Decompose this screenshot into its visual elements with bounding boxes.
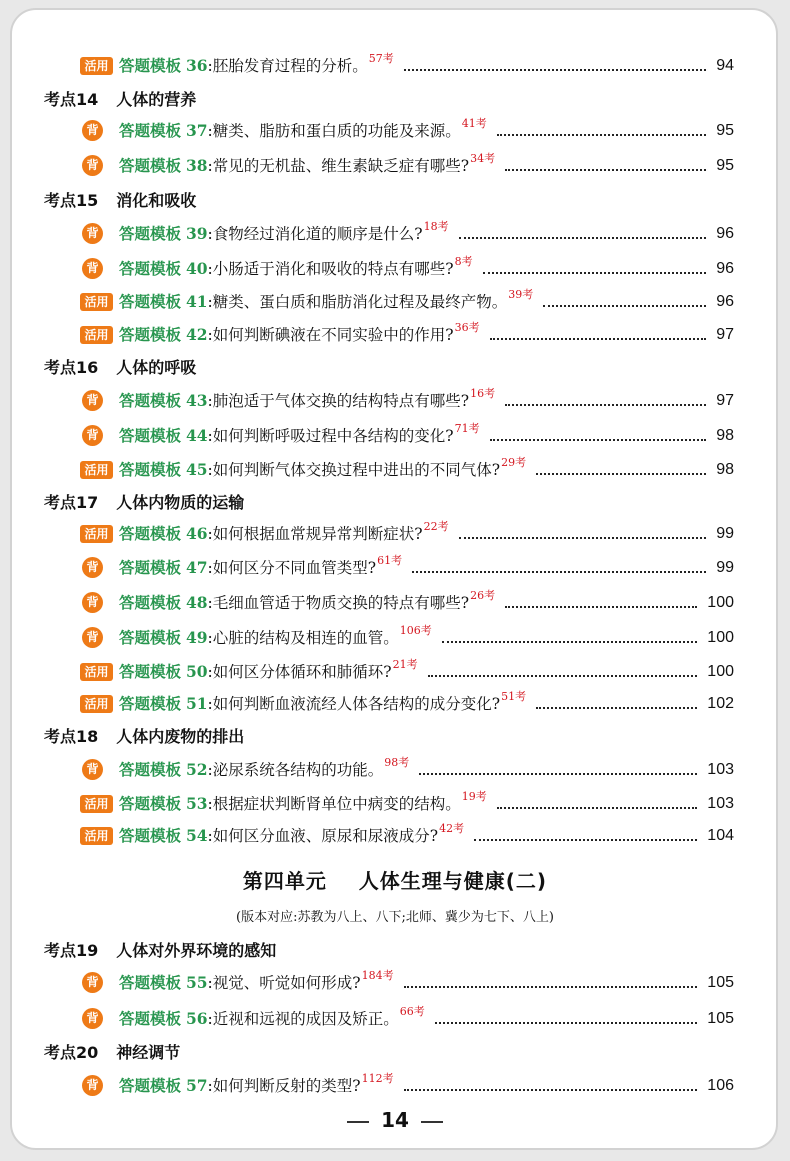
page-ref: 100	[707, 629, 734, 646]
template-label: 答题模板	[119, 795, 182, 813]
entry-title: 胚胎发育过程的分析。	[212, 57, 368, 75]
entry-title: 如何判断反射的类型?	[212, 1077, 361, 1095]
entry-text-group	[119, 53, 394, 79]
template-label: 答题模板	[119, 1077, 182, 1095]
exam-count-value: 39	[508, 288, 523, 301]
entry-text-group	[119, 659, 418, 685]
unit-title: 第四单元 人体生理与健康(二)	[242, 869, 548, 893]
dot-leader	[543, 305, 706, 307]
template-colon: :	[207, 57, 213, 75]
template-number: 53	[185, 794, 208, 813]
exam-count	[470, 387, 495, 400]
template-number: 45	[185, 460, 208, 479]
template-colon: :	[207, 122, 213, 140]
template-number: 40	[185, 259, 208, 278]
template-colon: :	[207, 663, 213, 681]
entry-text-group	[119, 757, 409, 783]
section-title: 消化和吸收	[116, 191, 197, 210]
dot-leader	[404, 69, 706, 71]
bei-badge: 背	[82, 1075, 103, 1096]
entry-title: 视觉、听觉如何形成?	[212, 974, 361, 992]
template-number: 39	[185, 224, 208, 243]
template-colon: :	[207, 695, 213, 713]
toc-entry[interactable]	[0, 970, 790, 998]
exam-count-value: 71	[454, 422, 469, 435]
template-colon: :	[207, 594, 213, 612]
section-heading	[44, 355, 196, 381]
huoyong-badge: 活用	[80, 326, 113, 344]
dot-leader	[497, 134, 706, 136]
exam-count	[455, 422, 480, 435]
exam-suffix: 考	[484, 387, 496, 400]
entry-title: 泌尿系统各结构的功能。	[212, 761, 384, 779]
section-label: 考点20	[44, 1043, 99, 1062]
template-colon: :	[207, 260, 213, 278]
template-label: 答题模板	[119, 427, 182, 445]
page-ref: 105	[707, 974, 734, 991]
exam-suffix: 考	[522, 288, 534, 301]
template-number: 46	[185, 524, 208, 543]
bei-badge: 背	[82, 425, 103, 446]
page-ref: 100	[707, 594, 734, 611]
exam-count	[462, 790, 487, 803]
exam-suffix: 考	[413, 1005, 425, 1018]
exam-suffix: 考	[484, 589, 496, 602]
template-number: 37	[185, 121, 208, 140]
exam-count	[455, 321, 480, 334]
exam-suffix: 考	[461, 255, 473, 268]
exam-suffix: 考	[391, 554, 403, 567]
page-ref: 98	[716, 427, 734, 444]
page-ref: 96	[716, 225, 734, 242]
bei-badge: 背	[82, 390, 103, 411]
entry-text-group	[119, 625, 432, 651]
bei-badge: 背	[82, 1008, 103, 1029]
page-ref: 97	[716, 392, 734, 409]
dot-leader	[536, 707, 697, 709]
template-number: 42	[185, 325, 208, 344]
template-colon: :	[207, 827, 213, 845]
dot-leader	[536, 473, 706, 475]
exam-count-value: 16	[470, 387, 485, 400]
bei-badge: 背	[82, 120, 103, 141]
entry-text-group	[119, 322, 480, 348]
exam-count-value: 19	[461, 790, 476, 803]
dot-leader	[412, 571, 706, 573]
toc-entry[interactable]	[0, 322, 790, 350]
template-label: 答题模板	[119, 1010, 182, 1028]
entry-title: 小肠适于消化和吸收的特点有哪些?	[212, 260, 454, 278]
template-label: 答题模板	[119, 559, 182, 577]
template-colon: :	[207, 392, 213, 410]
entry-title: 近视和远视的成因及矫正。	[212, 1010, 399, 1028]
exam-suffix: 考	[468, 321, 480, 334]
exam-suffix: 考	[475, 117, 487, 130]
toc-entry[interactable]	[0, 256, 790, 284]
template-number: 48	[185, 593, 208, 612]
template-colon: :	[207, 326, 213, 344]
huoyong-badge: 活用	[80, 293, 113, 311]
dot-leader	[505, 606, 697, 608]
page-ref: 95	[716, 157, 734, 174]
template-label: 答题模板	[119, 57, 182, 75]
exam-suffix: 考	[475, 790, 487, 803]
huoyong-badge: 活用	[80, 57, 113, 75]
entry-text-group	[119, 289, 533, 315]
exam-suffix: 考	[453, 822, 465, 835]
entry-text-group	[119, 691, 526, 717]
exam-count	[501, 456, 526, 469]
section-title: 人体内物质的运输	[116, 493, 245, 512]
toc-entry[interactable]	[0, 625, 790, 653]
toc-entry[interactable]	[0, 590, 790, 618]
exam-count	[424, 220, 449, 233]
template-number: 57	[185, 1076, 208, 1095]
toc-entry[interactable]	[0, 823, 790, 851]
toc-entry[interactable]	[0, 1073, 790, 1101]
template-number: 51	[185, 694, 208, 713]
toc-entry[interactable]	[0, 555, 790, 583]
exam-count	[424, 520, 449, 533]
page-ref: 104	[707, 827, 734, 844]
template-label: 答题模板	[119, 260, 182, 278]
exam-count	[400, 624, 432, 637]
exam-suffix: 考	[437, 220, 449, 233]
huoyong-badge: 活用	[80, 695, 113, 713]
template-colon: :	[207, 974, 213, 992]
template-number: 44	[185, 426, 208, 445]
bei-badge: 背	[82, 155, 103, 176]
entry-text-group	[119, 590, 495, 616]
exam-suffix: 考	[406, 658, 418, 671]
bei-badge: 背	[82, 258, 103, 279]
template-colon: :	[207, 761, 213, 779]
section-label: 考点15	[44, 191, 99, 210]
exam-count	[439, 822, 464, 835]
bei-badge: 背	[82, 592, 103, 613]
page-ref: 95	[716, 122, 734, 139]
entry-title: 毛细血管适于物质交换的特点有哪些?	[212, 594, 470, 612]
toc-entry[interactable]	[0, 118, 790, 146]
exam-count-value: 57	[368, 52, 383, 65]
toc-entry[interactable]	[0, 289, 790, 317]
exam-count	[508, 288, 533, 301]
exam-suffix: 考	[382, 1072, 394, 1085]
entry-title: 如何区分不同血管类型?	[212, 559, 377, 577]
template-label: 答题模板	[119, 761, 182, 779]
page-ref: 106	[707, 1077, 734, 1094]
dot-leader	[459, 537, 706, 539]
exam-count	[501, 690, 526, 703]
entry-text-group	[119, 521, 449, 547]
dot-leader	[435, 1022, 697, 1024]
entry-text-group	[119, 221, 449, 247]
toc-entry[interactable]	[0, 791, 790, 819]
toc-entry[interactable]	[0, 757, 790, 785]
toc-entry[interactable]	[0, 221, 790, 249]
entry-title: 如何判断血液流经人体各结构的成分变化?	[212, 695, 501, 713]
entry-text-group	[119, 791, 487, 817]
exam-count-value: 22	[423, 520, 438, 533]
bei-badge: 背	[82, 972, 103, 993]
toc-entry[interactable]	[0, 659, 790, 687]
section-title: 人体对外界环境的感知	[116, 941, 277, 960]
exam-count	[362, 1072, 394, 1085]
template-label: 答题模板	[119, 827, 182, 845]
exam-count	[470, 152, 495, 165]
entry-text-group	[119, 256, 473, 282]
template-colon: :	[207, 293, 213, 311]
template-number: 54	[185, 826, 208, 845]
page-number: 14	[381, 1108, 409, 1132]
page-ref: 100	[707, 663, 734, 680]
entry-title: 肺泡适于气体交换的结构特点有哪些?	[212, 392, 470, 410]
entry-title: 常见的无机盐、维生素缺乏症有哪些?	[212, 157, 470, 175]
exam-count-value: 26	[470, 589, 485, 602]
dot-leader	[459, 237, 706, 239]
section-label: 考点18	[44, 727, 99, 746]
page-ref: 97	[716, 326, 734, 343]
entry-title: 如何区分血液、原尿和尿液成分?	[212, 827, 439, 845]
exam-suffix: 考	[382, 52, 394, 65]
footer-dash-left	[347, 1121, 369, 1123]
template-colon: :	[207, 559, 213, 577]
exam-count-value: 112	[361, 1072, 383, 1085]
page-ref: 96	[716, 260, 734, 277]
exam-count	[462, 117, 487, 130]
template-label: 答题模板	[119, 461, 182, 479]
huoyong-badge: 活用	[80, 827, 113, 845]
exam-count-value: 98	[384, 756, 399, 769]
dot-leader	[505, 404, 706, 406]
entry-text-group	[119, 118, 487, 144]
section-heading	[44, 724, 244, 750]
huoyong-badge: 活用	[80, 795, 113, 813]
template-label: 答题模板	[119, 594, 182, 612]
template-number: 49	[185, 628, 208, 647]
section-title: 人体的呼吸	[116, 358, 197, 377]
entry-title: 如何判断气体交换过程中进出的不同气体?	[212, 461, 501, 479]
template-number: 56	[185, 1009, 208, 1028]
template-colon: :	[207, 795, 213, 813]
toc-entry[interactable]	[0, 53, 790, 81]
template-label: 答题模板	[119, 695, 182, 713]
entry-title: 如何根据血常规异常判断症状?	[212, 525, 423, 543]
section-label: 考点16	[44, 358, 99, 377]
dot-leader	[497, 807, 697, 809]
entry-text-group	[119, 1073, 394, 1099]
dot-leader	[483, 272, 706, 274]
exam-suffix: 考	[437, 520, 449, 533]
template-colon: :	[207, 629, 213, 647]
template-number: 41	[185, 292, 208, 311]
entry-text-group	[119, 823, 464, 849]
toc-entry[interactable]	[0, 153, 790, 181]
template-number: 50	[185, 662, 208, 681]
page-ref: 105	[707, 1010, 734, 1027]
exam-suffix: 考	[398, 756, 410, 769]
toc-entry[interactable]	[0, 388, 790, 416]
entry-title: 糖类、脂肪和蛋白质的功能及来源。	[212, 122, 461, 140]
bei-badge: 背	[82, 759, 103, 780]
exam-count-value: 36	[454, 321, 469, 334]
dot-leader	[404, 986, 697, 988]
template-number: 52	[185, 760, 208, 779]
huoyong-badge: 活用	[80, 525, 113, 543]
toc-entry[interactable]	[0, 423, 790, 451]
dot-leader	[490, 338, 706, 340]
section-title: 人体内废物的排出	[116, 727, 245, 746]
toc-entry[interactable]	[0, 521, 790, 549]
section-label: 考点14	[44, 90, 99, 109]
section-heading	[44, 490, 244, 516]
page-ref: 103	[707, 795, 734, 812]
toc-entry[interactable]	[0, 1006, 790, 1034]
page-ref: 96	[716, 293, 734, 310]
template-number: 38	[185, 156, 208, 175]
bei-badge: 背	[82, 627, 103, 648]
entry-text-group	[119, 153, 495, 179]
exam-count	[369, 52, 394, 65]
template-label: 答题模板	[119, 225, 182, 243]
exam-count-value: 18	[423, 220, 438, 233]
exam-count-value: 106	[399, 624, 421, 637]
template-number: 55	[185, 973, 208, 992]
template-number: 47	[185, 558, 208, 577]
page-ref: 98	[716, 461, 734, 478]
dot-leader	[404, 1089, 697, 1091]
huoyong-badge: 活用	[80, 461, 113, 479]
exam-count	[377, 554, 402, 567]
exam-suffix: 考	[515, 690, 527, 703]
entry-title: 糖类、蛋白质和脂肪消化过程及最终产物。	[212, 293, 508, 311]
entry-text-group	[119, 555, 402, 581]
template-colon: :	[207, 525, 213, 543]
template-label: 答题模板	[119, 392, 182, 410]
entry-title: 食物经过消化道的顺序是什么?	[212, 225, 423, 243]
exam-count	[362, 969, 394, 982]
entry-title: 根据症状判断肾单位中病变的结构。	[212, 795, 461, 813]
entry-text-group	[119, 457, 526, 483]
exam-count-value: 29	[501, 456, 516, 469]
section-title: 人体的营养	[116, 90, 197, 109]
section-heading	[44, 87, 196, 113]
entry-title: 如何判断呼吸过程中各结构的变化?	[212, 427, 454, 445]
page-ref: 99	[716, 559, 734, 576]
template-number: 36	[185, 56, 208, 75]
toc-entry[interactable]	[0, 457, 790, 485]
exam-count-value: 61	[377, 554, 392, 567]
page-ref: 94	[716, 57, 734, 74]
section-heading	[44, 1040, 180, 1066]
exam-suffix: 考	[468, 422, 480, 435]
dot-leader	[474, 839, 697, 841]
template-label: 答题模板	[119, 326, 182, 344]
exam-suffix: 考	[420, 624, 432, 637]
template-label: 答题模板	[119, 663, 182, 681]
exam-count-value: 184	[361, 969, 383, 982]
exam-count-value: 34	[470, 152, 485, 165]
exam-count-value: 42	[439, 822, 454, 835]
dot-leader	[505, 169, 706, 171]
template-label: 答题模板	[119, 122, 182, 140]
section-label: 考点19	[44, 941, 99, 960]
exam-count-value: 51	[501, 690, 516, 703]
dot-leader	[419, 773, 697, 775]
section-heading	[44, 938, 276, 964]
unit-note: (版本对应:苏教为八上、八下;北师、冀少为七下、八上)	[236, 910, 554, 925]
entry-text-group	[119, 423, 480, 449]
exam-count-value: 8	[454, 255, 462, 268]
entry-title: 如何区分体循环和肺循环?	[212, 663, 392, 681]
template-colon: :	[207, 427, 213, 445]
dot-leader	[428, 675, 697, 677]
page-footer	[0, 1108, 790, 1132]
exam-count	[384, 756, 409, 769]
template-label: 答题模板	[119, 974, 182, 992]
dot-leader	[490, 439, 706, 441]
footer-dash-right	[421, 1121, 443, 1123]
section-heading	[44, 188, 196, 214]
dot-leader	[442, 641, 697, 643]
bei-badge: 背	[82, 557, 103, 578]
exam-count-value: 41	[461, 117, 476, 130]
exam-suffix: 考	[515, 456, 527, 469]
toc-entry[interactable]	[0, 691, 790, 719]
section-label: 考点17	[44, 493, 99, 512]
template-colon: :	[207, 1077, 213, 1095]
template-label: 答题模板	[119, 157, 182, 175]
entry-title: 如何判断碘液在不同实验中的作用?	[212, 326, 454, 344]
bei-badge: 背	[82, 223, 103, 244]
page-ref: 103	[707, 761, 734, 778]
exam-suffix: 考	[382, 969, 394, 982]
entry-text-group	[119, 1006, 425, 1032]
template-colon: :	[207, 461, 213, 479]
exam-count	[400, 1005, 425, 1018]
exam-count-value: 21	[392, 658, 407, 671]
page-ref: 102	[707, 695, 734, 712]
template-label: 答题模板	[119, 525, 182, 543]
section-title: 神经调节	[116, 1043, 181, 1062]
template-label: 答题模板	[119, 629, 182, 647]
entry-text-group	[119, 388, 495, 414]
entry-title: 心脏的结构及相连的血管。	[212, 629, 399, 647]
template-colon: :	[207, 225, 213, 243]
exam-suffix: 考	[484, 152, 496, 165]
huoyong-badge: 活用	[80, 663, 113, 681]
exam-count	[470, 589, 495, 602]
exam-count	[455, 255, 473, 268]
exam-count	[393, 658, 418, 671]
page-ref: 99	[716, 525, 734, 542]
template-number: 43	[185, 391, 208, 410]
template-colon: :	[207, 1010, 213, 1028]
template-label: 答题模板	[119, 293, 182, 311]
exam-count-value: 66	[399, 1005, 414, 1018]
template-colon: :	[207, 157, 213, 175]
entry-text-group	[119, 970, 394, 996]
